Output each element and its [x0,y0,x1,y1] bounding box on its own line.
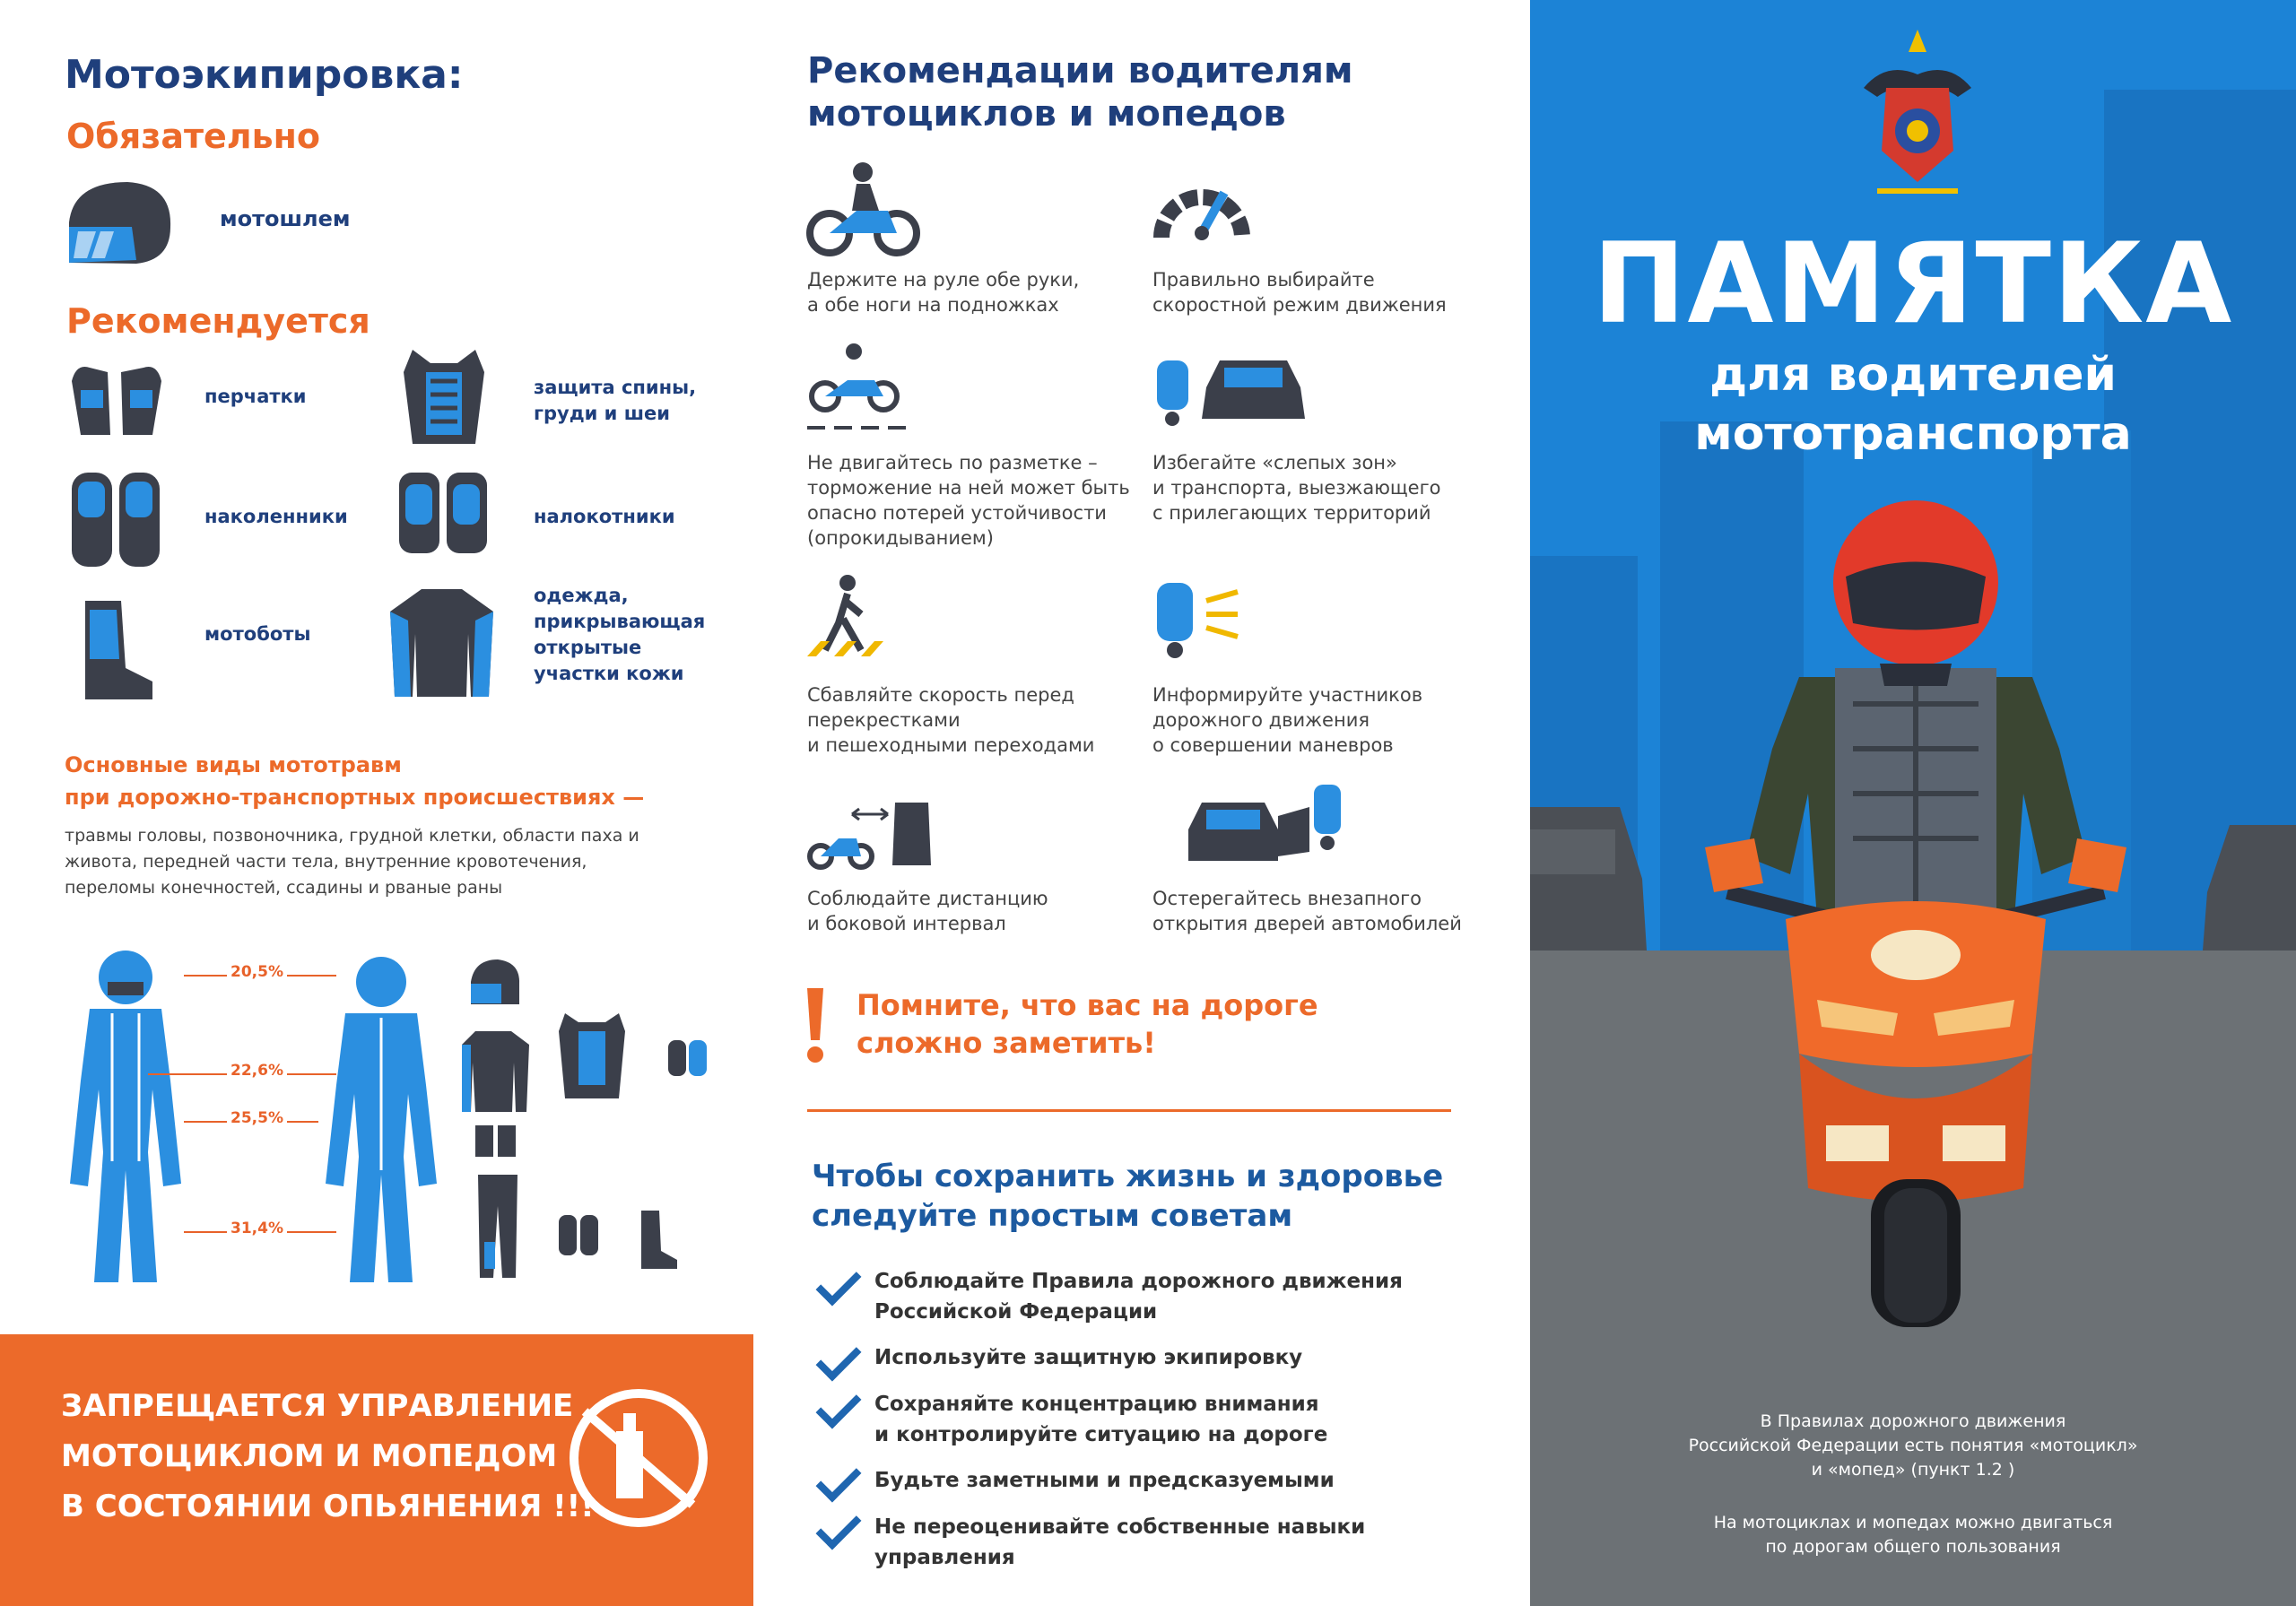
percent-label-4: 31,4% [227,1220,287,1237]
jacket-icon [386,585,498,701]
signal-icon [1152,569,1242,659]
advice-item-1: Соблюдайте Правила дорожного движения Российской Федерации [874,1270,1403,1324]
percent-label-3: 25,5% [227,1109,287,1127]
back-protector-icon [395,345,493,448]
advice-item-3: Сохраняйте концентрацию внимания и контролируйте ситуацию на дороге [874,1393,1328,1446]
injuries-title [65,749,644,813]
mandatory-label: Обязательно [66,117,320,156]
distance-icon [807,798,933,870]
tip-6-text: Информируйте участников дорожного движения о совершении маневров [1152,684,1423,756]
cover-subtitle-line1: для водителей [1709,348,2117,402]
injuries-title-line2: при дорожно-транспортных происшествиях — [65,785,645,810]
advice-title-line1: Чтобы сохранить жизнь и здоровье [812,1159,1444,1194]
equipment-item-back-protector: защита спины, груди и шеи [534,377,697,424]
check-icon-1 [816,1261,862,1307]
cover-note-2: На мотоциклах и мопедах можно двигаться по дорогам общего пользования [1713,1513,2113,1557]
cover-subtitle [1530,345,2296,464]
gloves-icon [67,363,166,439]
tip-7-text: Соблюдайте дистанцию и боковой интервал [807,888,1048,934]
ban-text-line3: В СОСТОЯНИИ ОПЬЯНЕНИЯ !!! [61,1489,595,1524]
injuries-title-line1: Основные виды мототравм [65,752,402,777]
recommendations-title [807,49,1353,135]
equipment-item-elbow-pads: налокотники [534,506,675,527]
tip-5-text: Сбавляйте скорость перед перекрестками и пешеходными переходами [807,684,1095,756]
percent-label-2: 22,6% [227,1062,287,1080]
equipment-item-boots: мотоботы [204,623,311,645]
advice-item-2: Используйте защитную экипировку [874,1346,1303,1369]
exclamation-icon [805,986,825,1063]
tip-2-text: Правильно выбирайте скоростной режим движения [1152,269,1447,316]
tip-8-text: Остерегайтесь внезапного открытия дверей автомобилей [1152,888,1462,934]
warning-line1: Помните, что вас на дороге [857,988,1318,1022]
tip-3-text: Не двигайтесь по разметке – торможение на ней может быть опасно потерей устойчивости (опрокидыванием) [807,452,1130,549]
ban-text-line1: ЗАПРЕЩАЕТСЯ УПРАВЛЕНИЕ [61,1388,574,1424]
equipment-item-knee-pads: наколенники [204,506,348,527]
check-icon-3 [816,1384,862,1429]
check-icon-5 [816,1505,862,1550]
recommended-label: Рекомендуется [66,301,370,341]
equipment-set-illustration [462,955,722,1287]
injuries-text: травмы головы, позвоночника, грудной клетки, области паха и живота, передней части тела, внутренние кровотечения, переломы конечностей, ссадины и рваные раны [65,826,639,898]
ban-banner [0,1334,753,1606]
percent-label-1: 20,5% [227,963,287,981]
background-car-right [2194,807,2296,951]
rider-hands-icon [807,161,919,256]
warning-text [857,986,1318,1062]
injury-body-back-figure [318,955,444,1287]
equipment-item-clothing: одежда, прикрывающая открытые участки кожи [534,585,706,684]
police-emblem-icon [1859,25,1976,204]
equipment-title: Мотоэкипировка: [65,52,464,98]
helmet-icon [65,178,177,267]
advice-item-4: Будьте заметными и предсказуемыми [874,1469,1335,1492]
blind-spot-icon [1152,352,1309,428]
check-icon-4 [816,1457,862,1503]
equipment-item-gloves: перчатки [204,386,307,407]
car-door-icon [1184,776,1345,870]
recommendations-title-line2: мотоциклов и мопедов [807,93,1286,135]
mandatory-item-helmet: мотошлем [220,206,351,231]
injury-body-front-figure [63,946,188,1287]
cover-note-1: В Правилах дорожного движения Российской Федерации есть понятия «мотоцикл» и «мопед» (пункт 1.2 ) [1688,1411,2138,1480]
check-icon-2 [816,1336,862,1382]
recommendations-title-line1: Рекомендации водителям [807,50,1353,91]
no-alcohol-icon [567,1377,710,1530]
warning-line2: сложно заметить! [857,1026,1156,1060]
background-car-left [1530,780,1656,951]
speedometer-icon [1152,161,1251,247]
tip-4-text: Избегайте «слепых зон» и транспорта, выезжающего с прилегающих территорий [1152,452,1441,524]
advice-title-line2: следуйте простым советам [812,1198,1293,1234]
cover-title: ПАМЯТКА [1592,220,2234,349]
section-divider [807,1109,1451,1112]
knee-pads-icon [67,468,166,571]
elbow-pads-icon [395,468,493,558]
boots-icon [76,596,157,704]
pedestrian-crossing-icon [807,574,897,659]
motorcycle-rider-illustration [1700,498,2131,1332]
road-marking-icon [807,343,906,432]
cover-panel [1530,0,2296,1606]
ban-text [61,1381,595,1532]
cover-subtitle-line2: мототранспорта [1694,407,2132,461]
advice-item-5: Не переоценивайте собственные навыки управления [874,1515,1366,1569]
advice-title [812,1157,1443,1236]
tip-1-text: Держите на руле обе руки, а обе ноги на подножках [807,269,1080,316]
ban-text-line2: МОТОЦИКЛОМ И МОПЕДОМ [61,1438,558,1474]
